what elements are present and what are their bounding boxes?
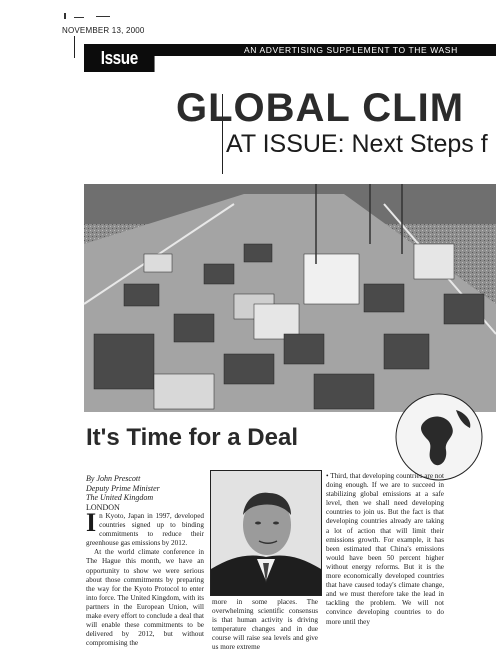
article-column-1: [86, 508, 204, 648]
article-title: It's Time for a Deal: [86, 424, 299, 451]
supplement-label: AN ADVERTISING SUPPLEMENT TO THE WASH: [244, 45, 458, 55]
byline-author: By John Prescott: [86, 474, 141, 483]
globe-icon: [394, 392, 484, 482]
section-logo: Issue Forum: [84, 44, 155, 72]
paragraph: At the world climate conference in The Hague this month, we have an opportunity to show we were serious about those commitments by preparing the way for the Kyoto Protocol to enter into force. The United Kingdom, with its partners in the European Union, will make every effort to conclude a deal that will enable these commitments to be delivered by 2012, but without compromising the: [86, 548, 204, 648]
byline-city: LONDON: [86, 502, 120, 512]
paragraph: • Third, that developing countries are not doing enough. If we are to succeed in stabilizing global emissions at a safe level, then we shall need developing countries to join us. But the fact is that developing countries already are taking a lot of action that will limit their emissions growth. For example, it has been estimated that China's emissions would have been 50 percent higher without energy reforms. But it is the more economically developed countries that have caused today's climate change, and we must therefore take the lead in tackling the problem. We will not convince developing countries to do more until they: [326, 472, 444, 626]
byline: [86, 474, 160, 512]
page-subheadline: AT ISSUE: Next Steps f: [226, 130, 488, 158]
masthead-divider: [74, 36, 75, 58]
author-portrait: [210, 470, 322, 596]
traffic-photo-drawing: [84, 184, 496, 412]
paragraph: n Kyoto, Japan in 1997, developed countries signed up to binding commitments to reduce their greenhouse gas emissions by 2012.: [86, 512, 204, 548]
article-column-2: more in some places. The overwhelming scientific consensus is that human activity is driving temperature changes and in due course will raise sea levels and give us more extreme: [212, 598, 318, 652]
drop-cap: I: [86, 508, 97, 537]
scan-mark: [96, 16, 110, 17]
scan-mark: [74, 17, 84, 18]
issue-date: NOVEMBER 13, 2000: [62, 26, 145, 35]
traffic-jam-photo: [84, 184, 496, 412]
byline-role: Deputy Prime Minister: [86, 483, 160, 493]
article-column-3: [326, 472, 444, 640]
scan-mark: [64, 13, 66, 19]
page-headline: GLOBAL CLIM: [176, 86, 465, 130]
byline-country: The United Kingdom: [86, 493, 154, 503]
